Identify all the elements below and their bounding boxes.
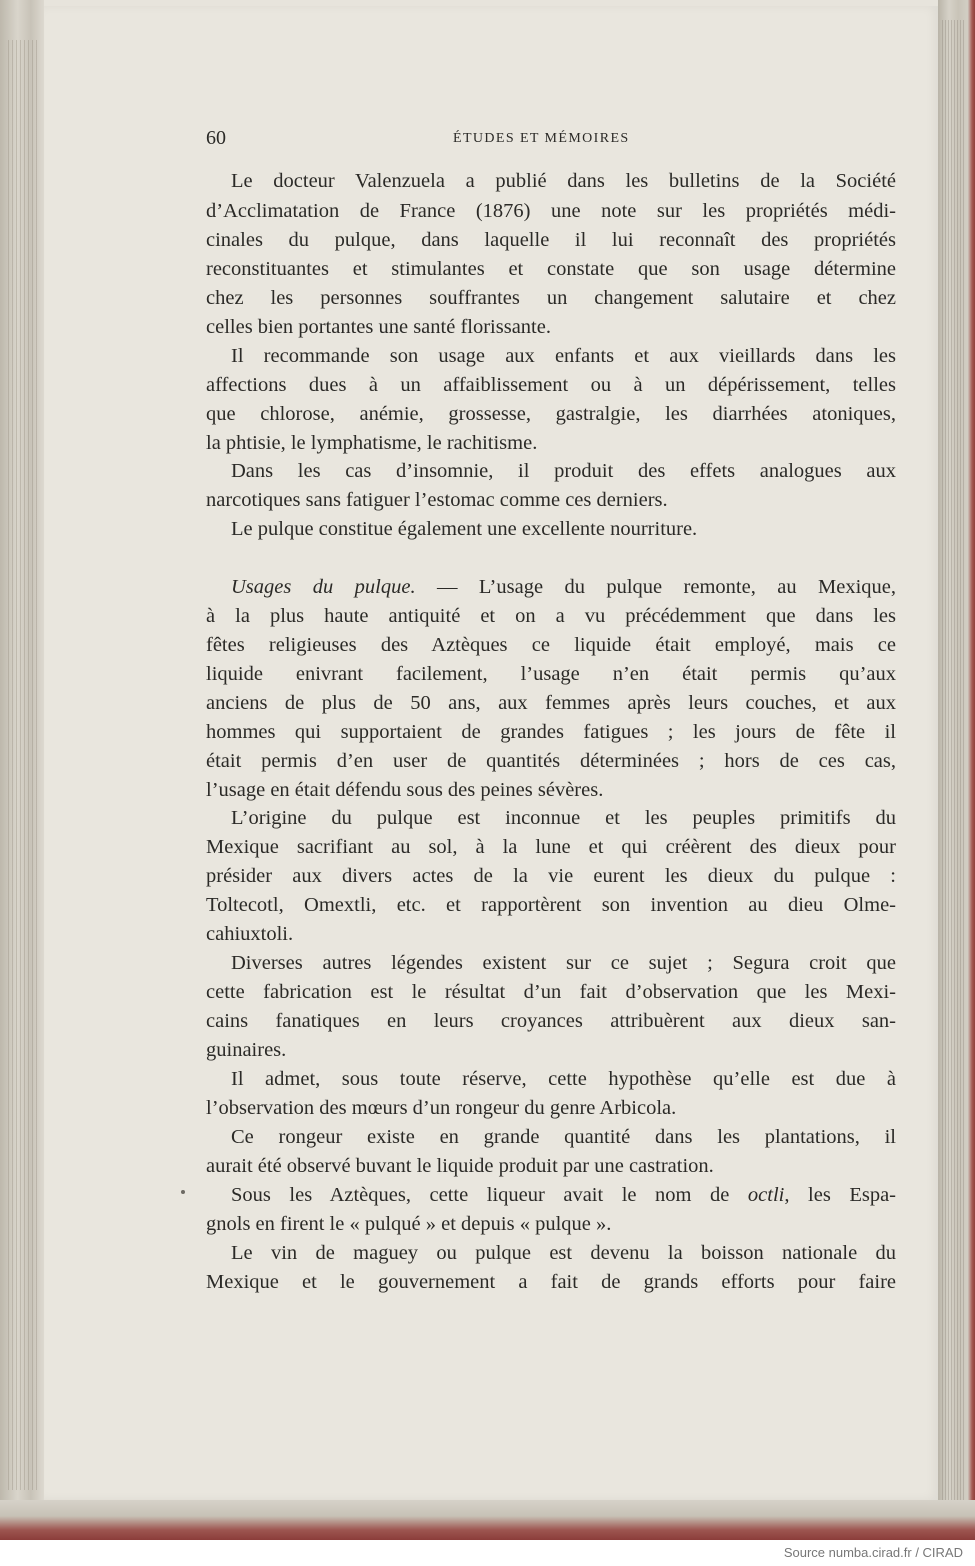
text-line: gnols en firent le « pulqué » et depuis « pulque ». xyxy=(206,1213,612,1235)
text-span: Sous les Aztèques, cette liqueur avait le nom de xyxy=(231,1184,748,1206)
text-line: que chlorose, anémie, grossesse, gastralgie, les diarrhées atoniques, xyxy=(206,403,896,425)
ink-speck xyxy=(181,1190,185,1194)
source-credit: Source numba.cirad.fr / CIRAD xyxy=(783,1545,963,1560)
text-span: — L’usage du pulque remonte, au Mexique, xyxy=(415,576,896,598)
text-line: l’usage en était défendu sous des peines sévères. xyxy=(206,779,604,801)
text-line: Ce rongeur existe en grande quantité dans les plantations, il xyxy=(231,1126,896,1148)
section-heading-line xyxy=(206,573,896,601)
section-heading: Usages du pulque. xyxy=(231,576,416,598)
book-bottom-edge xyxy=(0,1500,975,1540)
text-line: cains fanatiques en leurs croyances attribuèrent aux dieux san- xyxy=(206,1010,896,1032)
text-line: d’Acclimatation de France (1876) une note sur les propriétés médi- xyxy=(206,200,896,222)
text-line: affections dues à un affaiblissement ou à un dépérissement, telles xyxy=(206,374,896,396)
text-line: fêtes religieuses des Aztèques ce liquide était employé, mais ce xyxy=(206,634,896,656)
text-line: Le vin de maguey ou pulque est devenu la boisson nationale du xyxy=(231,1242,896,1264)
text-line: Mexique sacrifiant au sol, à la lune et qui créèrent des dieux pour xyxy=(206,836,896,858)
text-line: Toltecotl, Omextli, etc. et rapportèrent son invention au dieu Olme- xyxy=(206,894,896,916)
text-line: Il admet, sous toute réserve, cette hypothèse qu’elle est due à xyxy=(231,1068,896,1090)
text-line: à la plus haute antiquité et on a vu précédemment que dans les xyxy=(206,605,896,627)
text-line: anciens de plus de 50 ans, aux femmes après leurs couches, et aux xyxy=(206,692,896,714)
text-line: la phtisie, le lymphatisme, le rachitisme. xyxy=(206,432,538,454)
text-line: l’observation des mœurs d’un rongeur du genre Arbicola. xyxy=(206,1097,677,1119)
text-span: , les Espa- xyxy=(784,1184,897,1206)
italic-term: octli xyxy=(747,1184,785,1206)
running-head: ÉTUDES ET MÉMOIRES xyxy=(453,131,630,146)
text-line: cinales du pulque, dans laquelle il lui reconnaît des propriétés xyxy=(206,229,896,251)
text-line: celles bien portantes une santé florissante. xyxy=(206,316,551,338)
text-line: Mexique et le gouvernement a fait de grands efforts pour faire xyxy=(206,1271,896,1293)
text-line: Dans les cas d’insomnie, il produit des effets analogues aux xyxy=(231,460,896,482)
text-line: Diverses autres légendes existent sur ce sujet ; Segura croit que xyxy=(231,952,896,974)
text-line: reconstituantes et stimulantes et constate que son usage détermine xyxy=(206,258,896,280)
text-line: liquide enivrant facilement, l’usage n’en était permis qu’aux xyxy=(206,663,896,685)
text-line: Le docteur Valenzuela a publié dans les bulletins de la Société xyxy=(231,170,896,192)
text-line: était permis d’en user de quantités déterminées ; hors de ces cas, xyxy=(206,750,896,772)
text-line-with-italic xyxy=(206,1181,896,1209)
text-line: Il recommande son usage aux enfants et aux vieillards dans les xyxy=(231,345,896,367)
text-line: Le pulque constitue également une excellente nourriture. xyxy=(231,518,698,540)
text-line: présider aux divers actes de la vie eurent les dieux du pulque : xyxy=(206,865,896,887)
text-line: chez les personnes souffrantes un changement salutaire et chez xyxy=(206,287,896,309)
text-line: aurait été observé buvant le liquide produit par une castration. xyxy=(206,1155,714,1177)
text-line: cette fabrication est le résultat d’un fait d’observation que les Mexi- xyxy=(206,981,896,1003)
text-line: L’origine du pulque est inconnue et les peuples primitifs du xyxy=(231,807,896,829)
text-line: hommes qui supportaient de grandes fatigues ; les jours de fête il xyxy=(206,721,896,743)
page-number: 60 xyxy=(206,127,226,149)
text-line: guinaires. xyxy=(206,1039,287,1061)
book-left-page-stack xyxy=(8,40,38,1490)
text-line: cahiuxtoli. xyxy=(206,923,294,945)
book-right-page-stack xyxy=(942,20,966,1510)
text-line: narcotiques sans fatiguer l’estomac comme ces derniers. xyxy=(206,489,668,511)
